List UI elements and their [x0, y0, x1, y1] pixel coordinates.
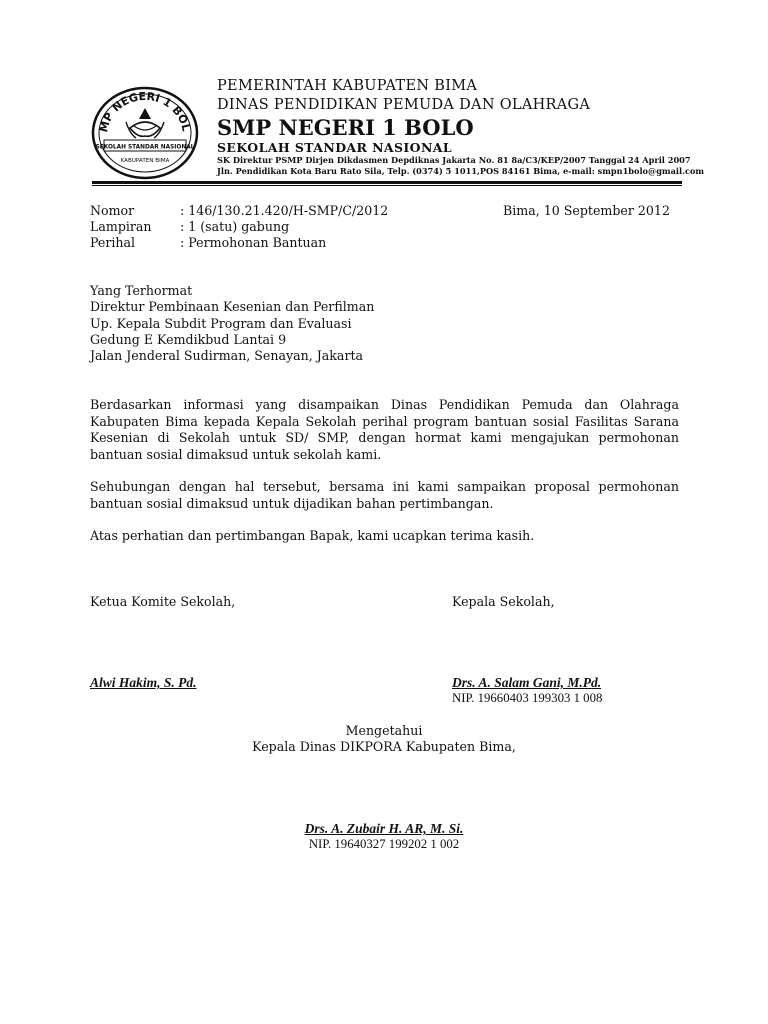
recipient-line: Up. Kepala Subdit Program dan Evaluasi — [90, 316, 352, 331]
mengetahui-label: Mengetahui — [345, 723, 423, 738]
perihal-label: Perihal — [90, 235, 136, 250]
left-signatory-name: Alwi Hakim, S. Pd. — [90, 675, 197, 690]
body-paragraph: Berdasarkan informasi yang disampaikan Dinas Pendidikan Pemuda dan Olahraga Kabupaten Bima kepada Kepala Sekolah perihal program bantuan sosial Fasilitas Sarana Kesenian di Sekolah untuk SD/ SMP, dengan hormat kami mengajukan permohonan bantuan sosial dimaksud untuk sekolah kami. — [90, 397, 679, 462]
letter-date: Bima, 10 September 2012 — [503, 203, 670, 218]
recipient-line: Yang Terhormat — [90, 283, 193, 298]
recipient-line: Jalan Jenderal Sudirman, Senayan, Jakarta — [90, 348, 364, 363]
body-paragraph: Sehubungan dengan hal tersebut, bersama ini kami sampaikan proposal permohonan bantuan sosial dimaksud untuk dijadikan bahan pertimbangan. — [90, 479, 679, 511]
logo-bottom-text: KABUPATEN BIMA — [120, 158, 170, 164]
right-signatory-title: Kepala Sekolah, — [452, 594, 555, 609]
sk-line: SK Direktur PSMP Dirjen Dikdasmen Depdiknas Jakarta No. 81 8a/C3/KEP/2007 Tanggal 24 April 2007 — [217, 155, 691, 165]
dinas-signatory-nip: NIP. 19640327 199202 1 002 — [308, 837, 460, 851]
letterhead-line1: PEMERINTAH KABUPATEN BIMA — [217, 78, 478, 94]
recipient-line: Gedung E Kemdikbud Lantai 9 — [90, 332, 287, 347]
body-paragraph: Atas perhatian dan pertimbangan Bapak, kami ucapkan terima kasih. — [90, 528, 535, 543]
right-signatory-nip: NIP. 19660403 199303 1 008 — [452, 691, 603, 705]
letterhead-rule-thick — [92, 181, 682, 184]
lampiran-value: : 1 (satu) gabung — [180, 219, 290, 234]
school-logo — [90, 86, 200, 180]
dinas-signatory-name: Drs. A. Zubair H. AR, M. Si. — [304, 821, 464, 836]
perihal-value: : Permohonan Bantuan — [180, 235, 327, 250]
lampiran-label: Lampiran — [90, 219, 152, 234]
logo-band-text: SEKOLAH STANDAR NASIONAL — [95, 144, 195, 151]
left-signatory-title: Ketua Komite Sekolah, — [90, 594, 236, 609]
school-subtitle: SEKOLAH STANDAR NASIONAL — [217, 140, 453, 155]
letterhead-rule-thin — [92, 185, 682, 186]
logo-arc-text: MP NEGERI 1 BOL — [97, 89, 193, 134]
nomor-label: Nomor — [90, 203, 135, 218]
letterhead-line2: DINAS PENDIDIKAN PEMUDA DAN OLAHRAGA — [217, 97, 591, 113]
right-signatory-name: Drs. A. Salam Gani, M.Pd. — [452, 675, 602, 690]
svg-text:SMP NEGERI 1 BOLO — [90, 86, 193, 134]
recipient-line: Direktur Pembinaan Kesenian dan Perfilman — [90, 299, 375, 314]
nomor-value: : 146/130.21.420/H-SMP/C/2012 — [180, 203, 389, 218]
school-name: SMP NEGERI 1 BOLO — [217, 115, 474, 140]
address-line: Jln. Pendidikan Kota Baru Rato Sila, Telp. (0374) 5 1011,POS 84161 Bima, e-mail: smpn1bolo@gmail.com — [217, 166, 705, 176]
dinas-title: Kepala Dinas DIKPORA Kabupaten Bima, — [252, 739, 516, 754]
